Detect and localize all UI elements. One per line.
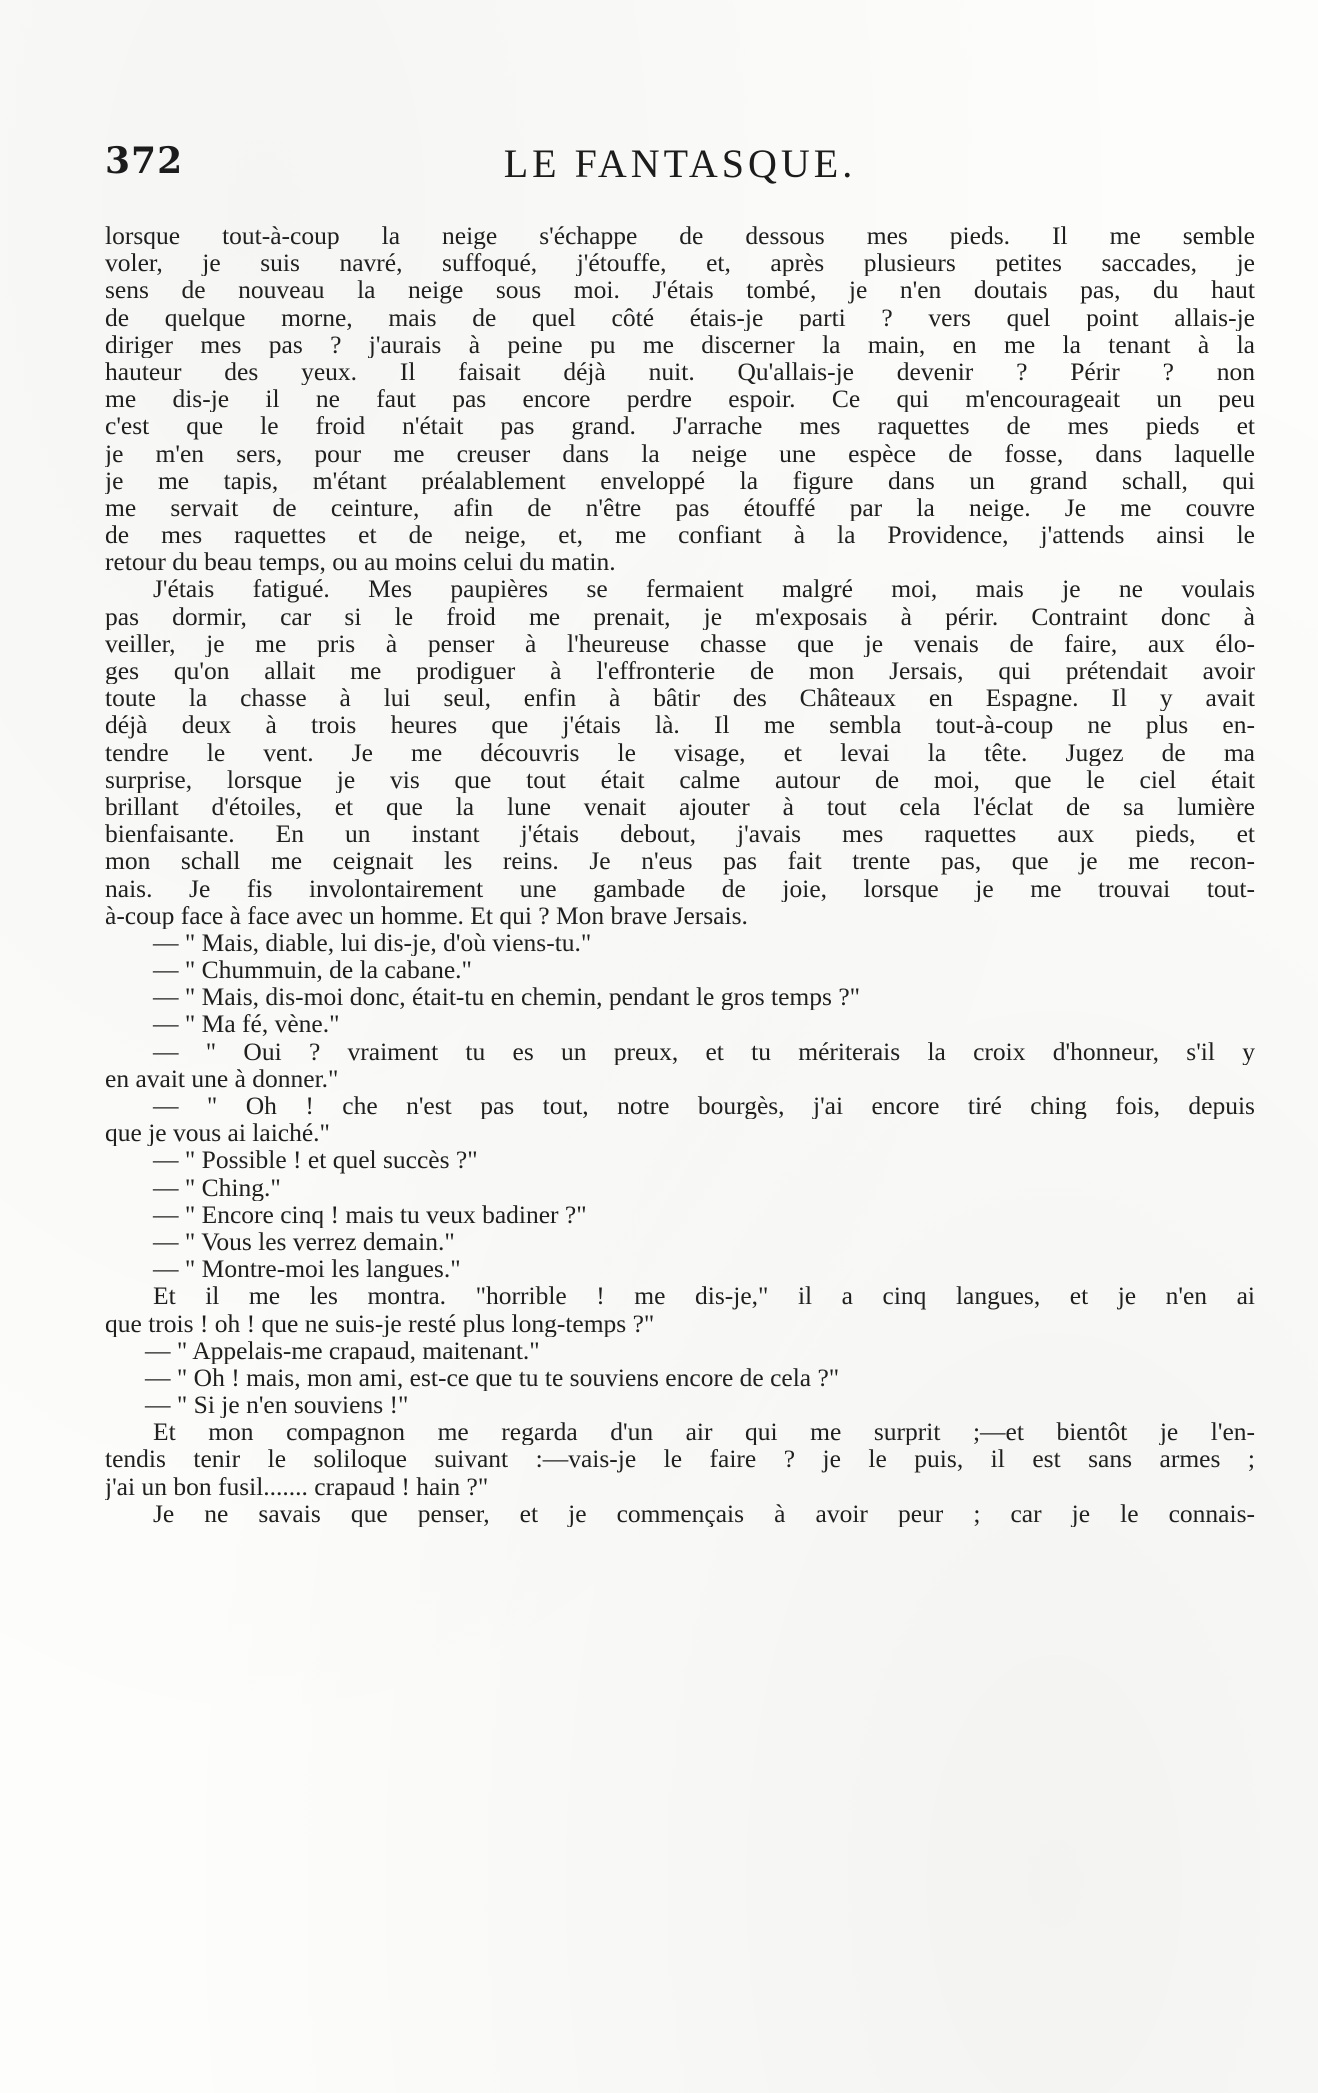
text-line: — " Ma fé, vène." [153, 1010, 340, 1038]
text-line: surprise, lorsque je vis que tout était calme autour de moi, que le ciel était [105, 765, 1255, 793]
text-line: veiller, je me pris à penser à l'heureuse chasse que je venais de faire, aux élo- [105, 629, 1255, 657]
text-line: lorsque tout-à-coup la neige s'échappe de dessous mes pieds. Il me semble [105, 222, 1255, 250]
text-line: hauteur des yeux. Il faisait déjà nuit. Qu'allais-je devenir ? Périr ? non [105, 357, 1255, 386]
text-line: tendre le vent. Je me découvris le visage, et levai la tête. Jugez de ma [105, 738, 1255, 766]
text-line: Et mon compagnon me regarda d'un air qui me surprit ;—et bientôt je l'en- [153, 1418, 1255, 1446]
text-line: à-coup face à face avec un homme. Et qui ? Mon brave Jersais. [105, 901, 748, 929]
text-line: — " Appelais-me crapaud, maitenant." [145, 1336, 540, 1364]
page-header [105, 140, 1255, 200]
text-line: j'ai un bon fusil....... crapaud ! hain ?" [105, 1472, 489, 1500]
text-line: me servait de ceinture, afin de n'être pas étouffé par la neige. Je me couvre [105, 493, 1255, 522]
text-line: — " Mais, diable, lui dis-je, d'où viens-tu." [153, 928, 592, 957]
text-line: — " Possible ! et quel succès ?" [153, 1146, 478, 1174]
text-line: de mes raquettes et de neige, et, me confiant à la Providence, j'attends ainsi le [105, 521, 1255, 549]
text-line: diriger mes pas ? j'aurais à peine pu me discerner la main, en me la tenant à la [105, 330, 1255, 358]
text-line: pas dormir, car si le froid me prenait, je m'exposais à périr. Contraint donc à [105, 602, 1255, 630]
text-line: que trois ! oh ! que ne suis-je resté plus long-temps ?" [105, 1309, 655, 1337]
text-line: que je vous ai laiché." [105, 1119, 330, 1147]
running-title: LE FANTASQUE. [503, 141, 857, 186]
text-line: J'étais fatigué. Mes paupières se fermaient malgré moi, mais je ne voulais [153, 575, 1255, 603]
text-line: — " Mais, dis-moi donc, était-tu en chemin, pendant le gros temps ?" [153, 983, 861, 1011]
text-line: — " Oh ! mais, mon ami, est-ce que tu te souviens encore de cela ?" [145, 1363, 840, 1392]
text-line: retour du beau temps, ou au moins celui du matin. [105, 548, 616, 576]
text-line: — " Oui ? vraiment tu es un preux, et tu mériterais la croix d'honneur, s'il y [153, 1037, 1255, 1065]
text-line: déjà deux à trois heures que j'étais là. Il me sembla tout-à-coup ne plus en- [105, 711, 1255, 739]
text-line: — " Chummuin, de la cabane." [153, 956, 472, 984]
text-line: — " Montre-moi les langues." [153, 1255, 461, 1283]
text-line: je m'en sers, pour me creuser dans la neige une espèce de fosse, dans laquelle [105, 439, 1255, 467]
text-line: en avait une à donner." [105, 1064, 339, 1092]
text-line: bienfaisante. En un instant j'étais debout, j'avais mes raquettes aux pieds, et [105, 820, 1255, 848]
text-line: c'est que le froid n'était pas grand. J'arrache mes raquettes de mes pieds et [105, 412, 1255, 440]
text-line: brillant d'étoiles, et que la lune venait ajouter à tout cela l'éclat de sa lumière [105, 792, 1255, 821]
text-line: voler, je suis navré, suffoqué, j'étouffe, et, après plusieurs petites saccades, je [105, 249, 1255, 277]
page-number: 372 [105, 140, 184, 182]
text-line: de quelque morne, mais de quel côté étais-je parti ? vers quel point allais-je [105, 303, 1255, 331]
text-line: — " Ching." [153, 1173, 281, 1201]
text-line: — " Vous les verrez demain." [153, 1227, 455, 1256]
text-line: — " Si je n'en souviens !" [145, 1391, 409, 1419]
text-line: — " Oh ! che n'est pas tout, notre bourgès, j'ai encore tiré ching fois, depuis [153, 1092, 1255, 1120]
text-line: Et il me les montra. "horrible ! me dis-je," il a cinq langues, et je n'en ai [153, 1282, 1255, 1310]
text-line: sens de nouveau la neige sous moi. J'étais tombé, je n'en doutais pas, du haut [105, 276, 1255, 304]
text-line: je me tapis, m'étant préalablement enveloppé la figure dans un grand schall, qui [105, 466, 1255, 494]
text-line: — " Encore cinq ! mais tu veux badiner ?" [153, 1200, 587, 1228]
text-line: tendis tenir le soliloque suivant :—vais-je le faire ? je le puis, il est sans armes ; [105, 1445, 1255, 1473]
body-text [105, 222, 1255, 1527]
text-line: ges qu'on allait me prodiguer à l'effronterie de mon Jersais, qui prétendait avoir [105, 657, 1255, 685]
text-line: toute la chasse à lui seul, enfin à bâtir des Châteaux en Espagne. Il y avait [105, 684, 1255, 712]
text-line: Je ne savais que penser, et je commençais à avoir peur ; car je le connais- [153, 1499, 1255, 1527]
text-line: nais. Je fis involontairement une gambade de joie, lorsque je me trouvai tout- [105, 874, 1255, 902]
text-line: mon schall me ceignait les reins. Je n'eus pas fait trente pas, que je me recon- [105, 847, 1255, 875]
text-line: me dis-je il ne faut pas encore perdre espoir. Ce qui m'encourageait un peu [105, 385, 1255, 413]
